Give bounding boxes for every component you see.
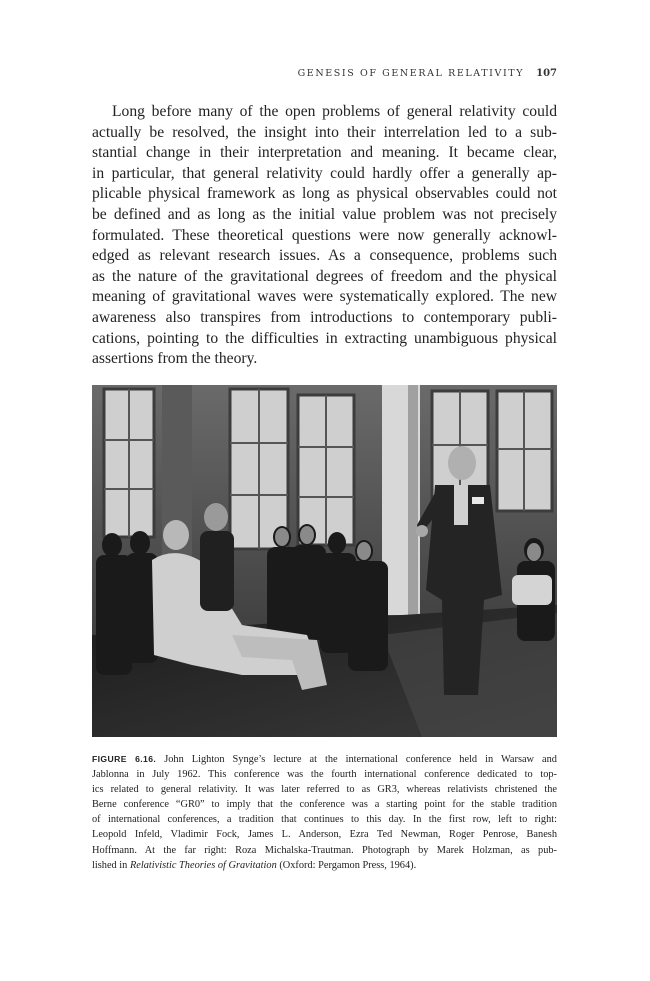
caption-line: of international conferences, a tradition that continues to this day. In the first row, left to right: bbox=[92, 814, 557, 826]
caption-line: ics related to general relativity. It was later referred to as GR3, whereas relativists christened the bbox=[92, 784, 557, 796]
body-line: Long before many of the open problems of general relativity could bbox=[112, 103, 557, 120]
running-head-title: GENESIS OF GENERAL RELATIVITY bbox=[297, 68, 525, 79]
caption-text: (Oxford: Pergamon Press, 1964). bbox=[276, 859, 417, 871]
body-line: awareness also transpires from introductions to contemporary publi- bbox=[92, 308, 557, 326]
caption-line: Berne conference “GR0” to imply that the conference was a starting point for the stable tradition bbox=[92, 799, 557, 811]
body-line: stantial change in their interpretation and meaning. It became clear, bbox=[92, 144, 557, 162]
caption-line bbox=[92, 752, 557, 767]
caption-line bbox=[92, 858, 557, 873]
caption-text: John Lighton Synge’s lecture at the international conference held in Warsaw and bbox=[156, 754, 557, 765]
body-line: edged as relevant research issues. As a consequence, problems such bbox=[92, 247, 557, 265]
body-line: be defined and as long as the initial value problem was not precisely bbox=[92, 205, 557, 223]
figure-label: FIGURE 6.16. bbox=[92, 754, 157, 764]
body-line: assertions from the theory. bbox=[92, 350, 258, 368]
body-line: in particular, that general relativity could hardly offer a generally ap- bbox=[92, 164, 557, 182]
body-paragraph bbox=[92, 102, 557, 370]
body-line: actually be resolved, the insight into their interrelation led to a sub- bbox=[92, 123, 557, 141]
conference-photograph bbox=[92, 385, 557, 737]
figure-caption bbox=[92, 752, 557, 873]
caption-line: Jablonna in July 1962. This conference was the fourth international conference dedicated to top- bbox=[92, 769, 557, 781]
caption-line: Leopold Infeld, Vladimir Fock, James L. Anderson, Ezra Ted Newman, Roger Penrose, Banesh bbox=[92, 829, 557, 841]
caption-text: lished in bbox=[92, 859, 130, 871]
body-line: plicable physical framework as long as physical observables could not bbox=[92, 185, 557, 203]
book-title: Relativistic Theories of Gravitation bbox=[129, 859, 277, 871]
running-head bbox=[92, 68, 557, 79]
body-line: as the nature of the gravitational degrees of freedom and the physical bbox=[92, 267, 557, 285]
caption-line: Hoffmann. At the far right: Roza Michalska-Trautman. Photograph by Marek Holzman, as pub- bbox=[92, 844, 557, 856]
body-line: formulated. These theoretical questions were now generally acknowl- bbox=[92, 226, 557, 244]
body-line: meaning of gravitational waves were systematically explored. The new bbox=[92, 288, 557, 306]
page-number: 107 bbox=[536, 68, 557, 79]
body-line: cations, pointing to the difficulties in extracting unambiguous physical bbox=[92, 329, 557, 347]
